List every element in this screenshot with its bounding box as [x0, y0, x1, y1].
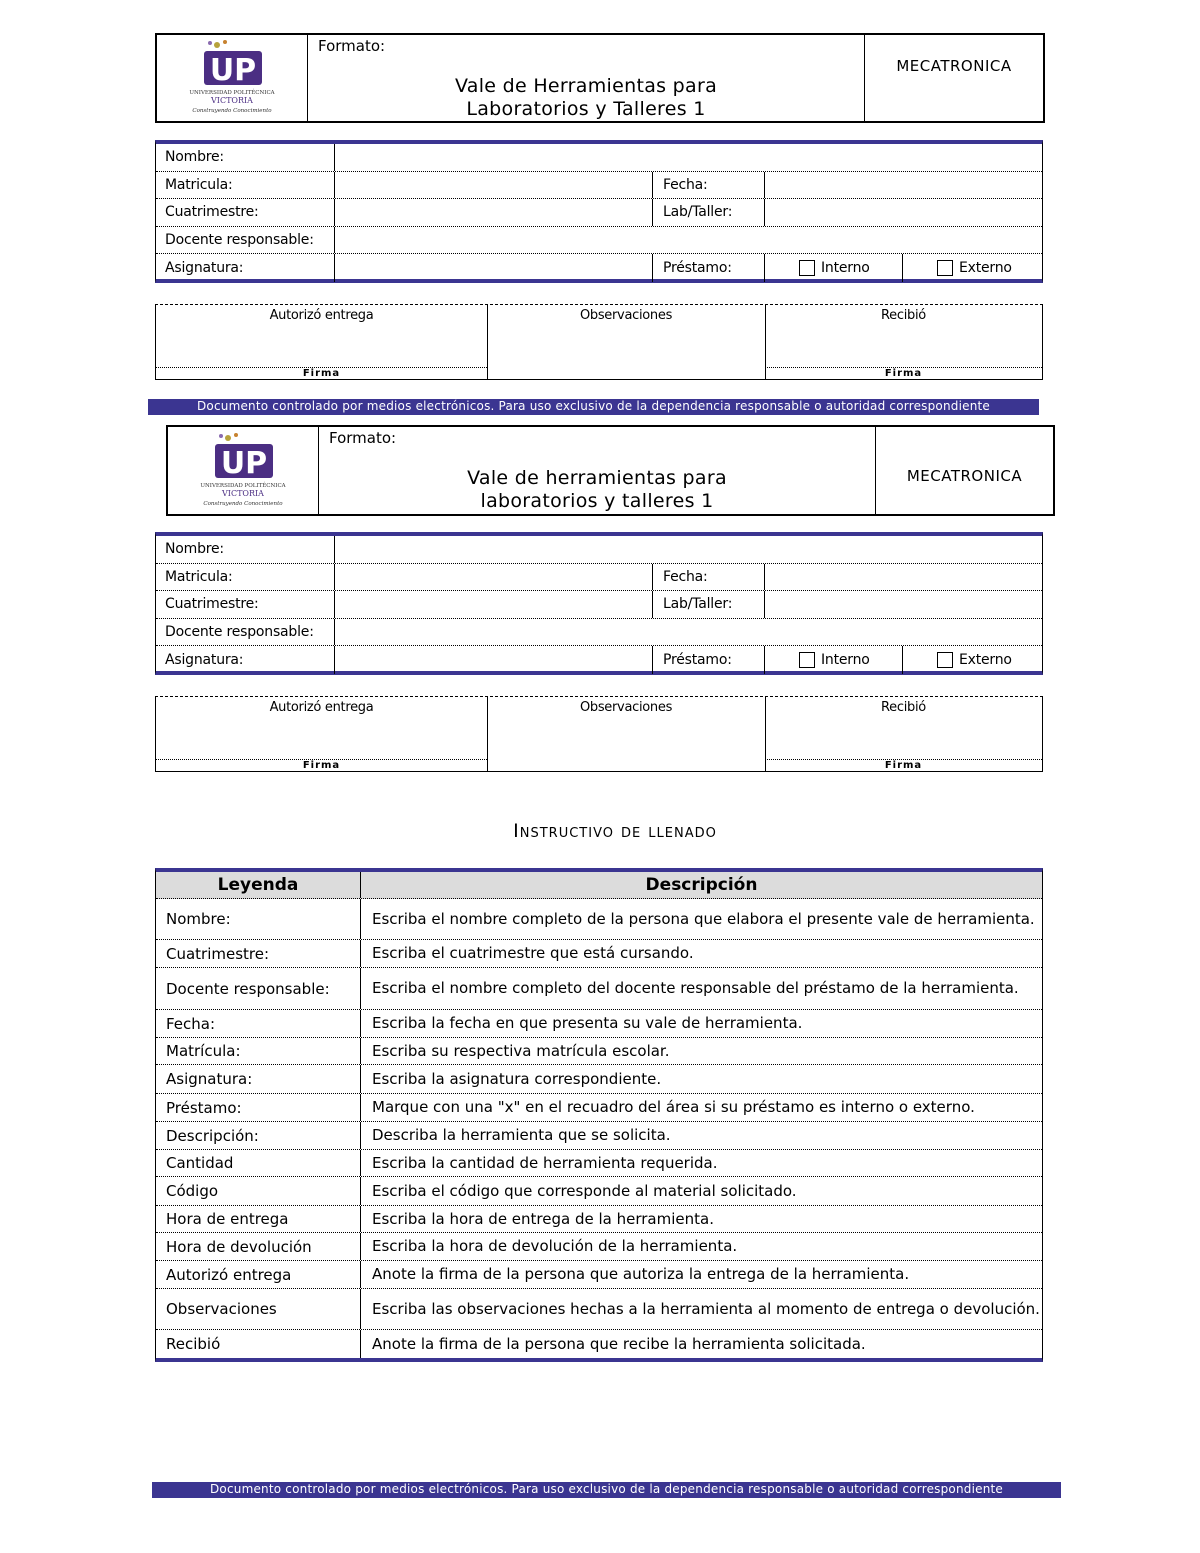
svg-text:Construyendo Conocimiento: Construyendo Conocimiento — [203, 500, 283, 507]
autorizo-signature[interactable] — [156, 697, 487, 771]
description-cell: Escriba su respectiva matrícula escolar. — [372, 1041, 670, 1060]
table-row — [156, 940, 1042, 968]
instructions-title: Instructivo de llenado — [513, 820, 717, 842]
legend-header: Leyenda — [156, 872, 361, 898]
legend-cell: Cuatrimestre: — [156, 940, 361, 967]
up-logo-icon — [177, 37, 287, 119]
signature-box-2 — [155, 696, 1043, 772]
recibio-label: Recibió — [881, 308, 926, 323]
observaciones-label: Observaciones — [579, 700, 673, 715]
autorizo-label: Autorizó entrega — [269, 308, 374, 323]
description-cell: Anote la firma de la persona que autoriza la entrega de la herramienta. — [372, 1265, 910, 1283]
fecha-label: Fecha: — [663, 176, 708, 193]
nombre-label: Nombre: — [165, 541, 224, 558]
legend-cell: Fecha: — [156, 1010, 361, 1037]
lab-taller-input[interactable] — [766, 199, 1042, 226]
table-header — [156, 872, 1042, 899]
table-row — [156, 1122, 1042, 1150]
field-row-nombre — [156, 536, 1042, 564]
interno-checkbox[interactable] — [766, 646, 903, 674]
field-row-docente — [156, 227, 1042, 255]
matricula-label: Matricula: — [165, 568, 233, 585]
lab-taller-input[interactable] — [766, 591, 1042, 618]
fecha-input[interactable] — [766, 172, 1042, 199]
table-row — [156, 1094, 1042, 1122]
data-form-2 — [155, 532, 1043, 675]
legend-cell: Matrícula: — [156, 1038, 361, 1064]
description-cell: Anote la firma de la persona que recibe la herramienta solicitada. — [372, 1334, 866, 1353]
legend-cell: Autorizó entrega — [156, 1261, 361, 1288]
checkbox-icon[interactable] — [937, 260, 953, 276]
data-form-1 — [155, 140, 1043, 283]
cuatrimestre-input[interactable] — [336, 591, 652, 618]
controlled-document-band: Documento controlado por medios electrónicos. Para uso exclusivo de la dependencia responsable o autoridad correspondiente — [152, 1482, 1061, 1498]
table-row — [156, 1289, 1042, 1330]
table-row — [156, 1010, 1042, 1038]
recibio-signature[interactable] — [765, 697, 1042, 771]
description-cell: Escriba la asignatura correspondiente. — [372, 1069, 662, 1088]
interno-label: Interno — [821, 652, 870, 669]
observaciones-field[interactable] — [487, 305, 765, 379]
docente-label: Docente responsable: — [165, 624, 314, 641]
checkbox-icon[interactable] — [799, 652, 815, 668]
externo-label: Externo — [959, 652, 1012, 669]
format-title-cell — [308, 35, 865, 121]
svg-text:UNIVERSIDAD POLITÉCNICA: UNIVERSIDAD POLITÉCNICA — [189, 90, 275, 96]
externo-checkbox[interactable] — [904, 646, 1042, 674]
firma-label: Firma — [765, 367, 1042, 379]
svg-text:UNIVERSIDAD POLITÉCNICA: UNIVERSIDAD POLITÉCNICA — [200, 482, 286, 489]
legend-cell: Cantidad — [156, 1150, 361, 1176]
university-logo — [157, 35, 308, 121]
legend-cell: Nombre: — [156, 899, 361, 939]
description-header: Descripción — [645, 874, 758, 895]
docente-input[interactable] — [336, 227, 1042, 254]
fecha-label: Fecha: — [663, 568, 708, 585]
matricula-input[interactable] — [336, 564, 652, 591]
field-row-docente — [156, 619, 1042, 647]
form-header-1 — [155, 33, 1045, 123]
firma-label: Firma — [765, 759, 1042, 771]
format-label: Formato: — [329, 429, 397, 447]
matricula-label: Matricula: — [165, 176, 233, 193]
observaciones-label: Observaciones — [579, 308, 673, 323]
description-cell: Escriba el cuatrimestre que está cursando. — [372, 944, 694, 962]
field-row-cuatrimestre — [156, 591, 1042, 619]
signature-box-1 — [155, 304, 1043, 380]
docente-label: Docente responsable: — [165, 232, 314, 249]
externo-checkbox[interactable] — [904, 254, 1042, 282]
firma-label: Firma — [156, 759, 487, 771]
nombre-label: Nombre: — [165, 149, 224, 166]
legend-cell: Hora de entrega — [156, 1206, 361, 1232]
checkbox-icon[interactable] — [937, 652, 953, 668]
description-cell: Describa la herramienta que se solicita. — [372, 1126, 671, 1144]
legend-cell: Docente responsable: — [156, 968, 361, 1009]
interno-checkbox[interactable] — [766, 254, 903, 282]
prestamo-label: Préstamo: — [663, 260, 732, 277]
lab-taller-label: Lab/Taller: — [663, 596, 733, 613]
interno-label: Interno — [821, 260, 870, 277]
table-row — [156, 1177, 1042, 1206]
svg-text:UP: UP — [209, 53, 257, 88]
autorizo-signature[interactable] — [156, 305, 487, 379]
controlled-document-band: Documento controlado por medios electrónicos. Para uso exclusivo de la dependencia responsable o autoridad correspondiente — [148, 399, 1039, 415]
nombre-input[interactable] — [336, 536, 1042, 563]
instructions-table — [155, 868, 1043, 1362]
university-logo — [168, 427, 319, 514]
cuatrimestre-label: Cuatrimestre: — [165, 596, 259, 613]
description-cell: Escriba el código que corresponde al material solicitado. — [372, 1181, 797, 1200]
docente-input[interactable] — [336, 619, 1042, 646]
table-row — [156, 968, 1042, 1010]
table-row — [156, 1150, 1042, 1177]
asignatura-label: Asignatura: — [165, 652, 244, 669]
table-row — [156, 1233, 1042, 1261]
table-row — [156, 1065, 1042, 1094]
form-header-2 — [166, 425, 1055, 516]
firma-label: Firma — [156, 367, 487, 379]
table-row — [156, 899, 1042, 940]
department-label: MECATRONICA — [896, 57, 1012, 75]
format-title-cell — [319, 427, 876, 514]
department-label: MECATRONICA — [906, 467, 1023, 485]
table-row — [156, 1206, 1042, 1233]
description-cell: Escriba el nombre completo del docente responsable del préstamo de la herramienta. — [372, 979, 1019, 997]
description-cell: Escriba el nombre completo de la persona que elabora el presente vale de herramienta. — [372, 909, 1035, 928]
field-row-nombre — [156, 144, 1042, 172]
field-row-matricula — [156, 172, 1042, 200]
table-row — [156, 1330, 1042, 1358]
description-cell: Escriba la hora de entrega de la herramienta. — [372, 1209, 714, 1228]
svg-text:Construyendo Conocimiento: Construyendo Conocimiento — [192, 108, 272, 114]
recibio-label: Recibió — [881, 700, 926, 715]
table-row — [156, 1261, 1042, 1289]
cuatrimestre-label: Cuatrimestre: — [165, 204, 259, 221]
legend-cell: Código — [156, 1177, 361, 1205]
form-title: Vale de herramientas para laboratorios y talleres 1 — [467, 467, 727, 512]
asignatura-input[interactable] — [336, 646, 652, 674]
legend-cell: Asignatura: — [156, 1065, 361, 1093]
recibio-signature[interactable] — [765, 305, 1042, 379]
asignatura-input[interactable] — [336, 254, 652, 282]
checkbox-icon[interactable] — [799, 260, 815, 276]
nombre-input[interactable] — [336, 144, 1042, 171]
asignatura-label: Asignatura: — [165, 260, 244, 277]
matricula-input[interactable] — [336, 172, 652, 199]
description-cell: Marque con una "x" en el recuadro del área si su préstamo es interno o externo. — [372, 1098, 975, 1116]
form-title: Vale de Herramientas para Laboratorios y Talleres 1 — [454, 75, 718, 120]
cuatrimestre-input[interactable] — [336, 199, 652, 226]
format-label: Formato: — [318, 37, 386, 55]
svg-text:UP: UP — [220, 445, 268, 481]
legend-cell: Descripción: — [156, 1122, 361, 1149]
field-row-asignatura — [156, 254, 1042, 282]
fecha-input[interactable] — [766, 564, 1042, 591]
description-cell: Escriba las observaciones hechas a la herramienta al momento de entrega o devolución. — [372, 1299, 1040, 1318]
autorizo-label: Autorizó entrega — [269, 700, 374, 715]
svg-text:VICTORIA: VICTORIA — [211, 96, 253, 105]
lab-taller-label: Lab/Taller: — [663, 204, 733, 221]
legend-cell: Hora de devolución — [156, 1233, 361, 1260]
table-row — [156, 1038, 1042, 1065]
description-cell: Escriba la fecha en que presenta su vale de herramienta. — [372, 1014, 803, 1032]
field-row-cuatrimestre — [156, 199, 1042, 227]
field-row-matricula — [156, 564, 1042, 592]
prestamo-label: Préstamo: — [663, 652, 732, 669]
field-row-asignatura — [156, 646, 1042, 674]
header-underline — [155, 121, 1045, 123]
legend-cell: Observaciones — [156, 1289, 361, 1329]
description-cell: Escriba la cantidad de herramienta requerida. — [372, 1153, 718, 1172]
legend-cell: Recibió — [156, 1330, 361, 1358]
description-cell: Escriba la hora de devolución de la herramienta. — [372, 1237, 738, 1255]
up-logo-icon — [188, 430, 298, 512]
observaciones-field[interactable] — [487, 697, 765, 771]
svg-text:VICTORIA: VICTORIA — [222, 488, 264, 498]
externo-label: Externo — [959, 260, 1012, 277]
legend-cell: Préstamo: — [156, 1094, 361, 1121]
